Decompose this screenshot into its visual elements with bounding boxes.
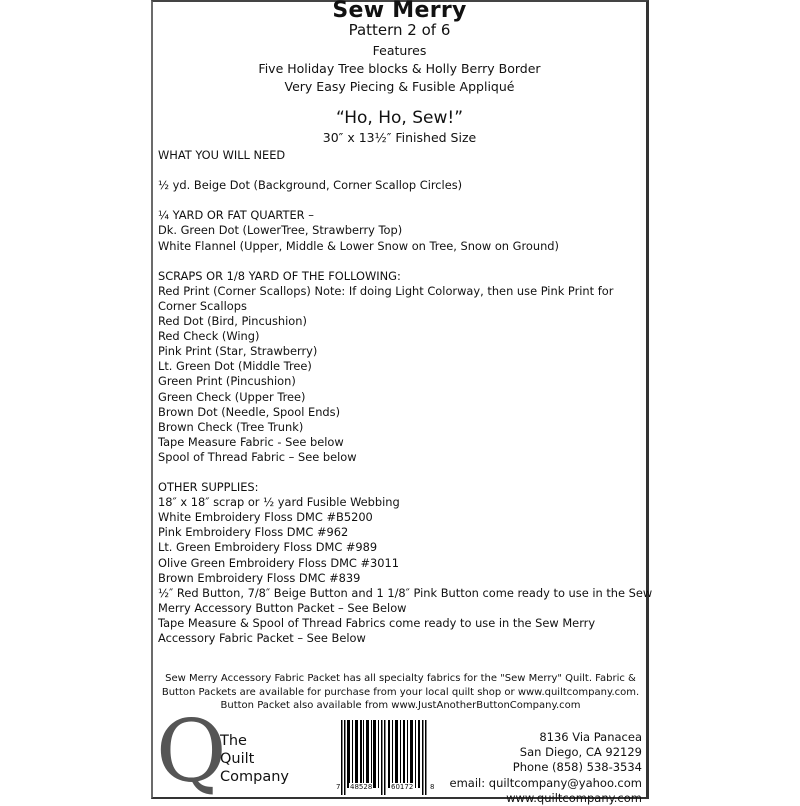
company-address: [450, 730, 642, 806]
finished-size: 30″ x 13½″ Finished Size: [322, 130, 477, 145]
phone: Phone (858) 538-3534: [512, 760, 642, 775]
list-item: Lt. Green Embroidery Floss DMC #989: [158, 540, 378, 555]
list-item: ½″ Red Button, 7/8″ Beige Button and 1 1/8″ Pink Button come ready to use in the Sew: [158, 585, 653, 600]
scraps-heading: SCRAPS OR 1/8 YARD OF THE FOLLOWING:: [158, 268, 401, 283]
quilt-company-logo: [156, 702, 306, 802]
list-item: White Embroidery Floss DMC #B5200: [158, 510, 373, 525]
list-item: Lt. Green Dot (Middle Tree): [158, 359, 312, 374]
list-item: Tape Measure & Spool of Thread Fabrics come ready to use in the Sew Merry: [158, 615, 596, 630]
company-name-line: Company: [220, 769, 289, 785]
address-line: San Diego, CA 92129: [519, 745, 642, 760]
features-block: [153, 42, 646, 96]
address-line: 8136 Via Panacea: [539, 730, 642, 744]
list-item: Pink Print (Star, Strawberry): [158, 344, 318, 359]
note-line: Button Packets are available for purchase from your local quilt shop or www.quiltcompany.com.: [161, 686, 640, 698]
supplies-heading: OTHER SUPPLIES:: [158, 480, 259, 495]
website-link[interactable]: www.quiltcompany.com: [506, 790, 642, 805]
list-item: Spool of Thread Fabric – See below: [158, 449, 357, 464]
list-item: Tape Measure Fabric - See below: [158, 434, 344, 449]
list-item: Red Dot (Bird, Pincushion): [158, 314, 307, 329]
list-item: Corner Scallops: [158, 298, 247, 313]
list-item: Brown Check (Tree Trunk): [158, 419, 304, 434]
list-item: Olive Green Embroidery Floss DMC #3011: [158, 555, 400, 570]
pattern-subtitle: Pattern 2 of 6: [348, 21, 451, 39]
list-item: Brown Dot (Needle, Spool Ends): [158, 404, 341, 419]
list-item: Red Print (Corner Scallops) Note: If doing Light Colorway, then use Pink Print for: [158, 283, 614, 298]
barcode-digit: 60172: [391, 783, 414, 791]
note-line: Button Packet also available from www.JustAnotherButtonCompany.com: [220, 700, 581, 711]
list-item: Brown Embroidery Floss DMC #839: [158, 570, 361, 585]
company-name: [220, 732, 289, 786]
requirements-heading: WHAT YOU WILL NEED: [158, 148, 286, 162]
list-item: Pink Embroidery Floss DMC #962: [158, 525, 349, 540]
list-item: Dk. Green Dot (LowerTree, Strawberry Top): [158, 223, 403, 238]
list-item: Red Check (Wing): [158, 329, 260, 344]
barcode-digit: 7: [336, 783, 341, 791]
list-item: White Flannel (Upper, Middle & Lower Snow on Tree, Snow on Ground): [158, 238, 559, 253]
quarter-heading: ¼ YARD OR FAT QUARTER –: [158, 208, 314, 223]
company-name-line: Quilt: [220, 751, 255, 767]
email-link[interactable]: email: quiltcompany@yahoo.com: [449, 775, 642, 790]
list-item: Green Check (Upper Tree): [158, 389, 306, 404]
pattern-name: “Ho, Ho, Sew!”: [335, 108, 464, 128]
barcode-digit: 48528: [350, 783, 373, 791]
list-item: ½ yd. Beige Dot (Background, Corner Scallop Circles): [158, 178, 463, 193]
list-item: 18″ x 18″ scrap or ½ yard Fusible Webbing: [158, 495, 400, 510]
note-line: Sew Merry Accessory Fabric Packet has all specialty fabrics for the "Sew Merry" Quilt. Fabric &: [165, 673, 636, 684]
list-item: Green Print (Pincushion): [158, 374, 296, 389]
upc-barcode: [335, 720, 435, 798]
list-item: Accessory Fabric Packet – See Below: [158, 631, 366, 645]
feature-item: Very Easy Piecing & Fusible Appliqué: [284, 79, 515, 94]
pattern-card: [151, 0, 653, 805]
barcode-digit: 8: [430, 783, 435, 791]
list-item: Merry Accessory Button Packet – See Below: [158, 600, 407, 615]
company-name-line: The: [220, 733, 247, 749]
quilt-company-q-logo-icon: Q: [156, 702, 227, 802]
pattern-title: Sew Merry: [332, 0, 467, 23]
requirements-list: [158, 148, 653, 646]
features-label: Features: [372, 43, 427, 58]
feature-item: Five Holiday Tree blocks & Holly Berry Border: [258, 61, 541, 76]
